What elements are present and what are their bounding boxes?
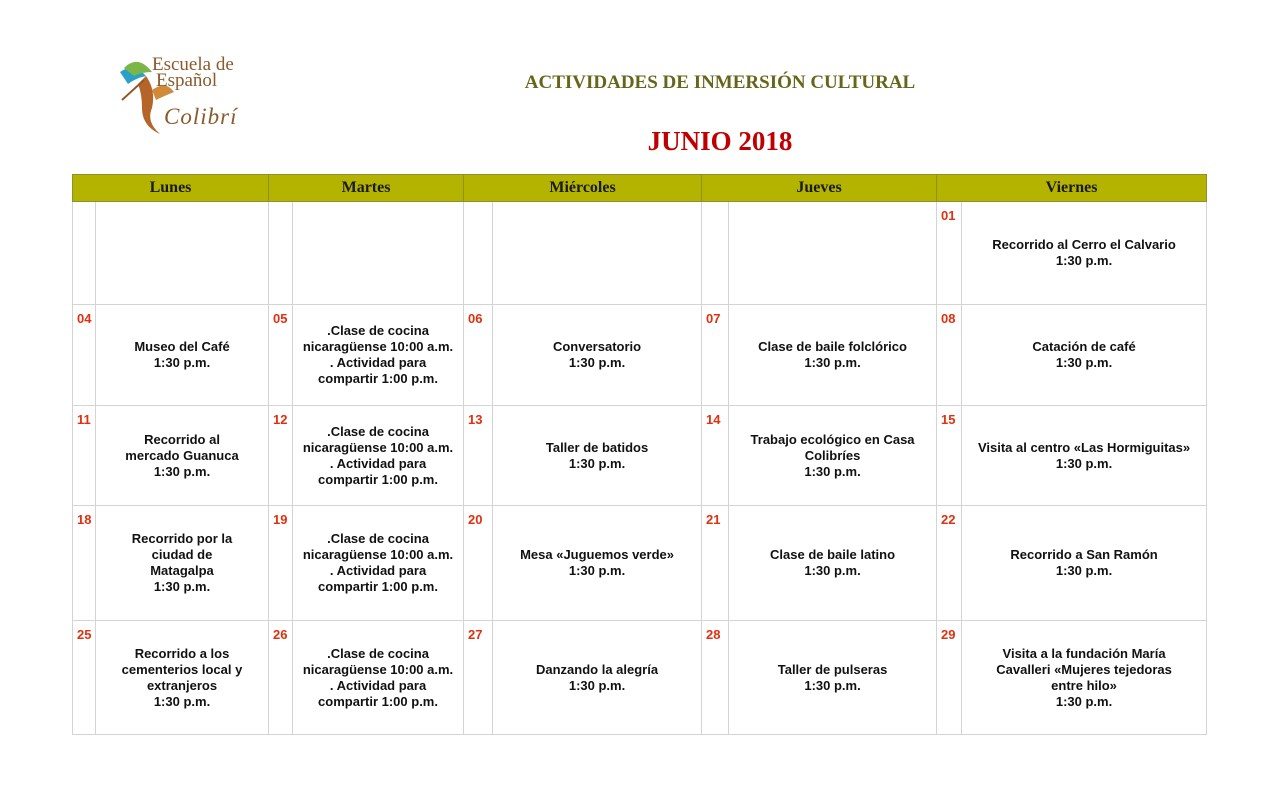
activity-title: .Clase de cocina nicaragüense 10:00 a.m. . Actividad para compartir 1:00 p.m. [302,323,454,386]
activity-title: Museo del Café [134,339,230,354]
activity-time: 1:30 p.m. [568,677,626,693]
activity-title: Visita al centro «Las Hormiguitas» [977,439,1191,455]
day-number: 04 [73,305,96,406]
activity-title: Taller de batidos [545,439,649,455]
activity-cell [962,506,1207,621]
activity-cell [962,202,1207,305]
activity-time: 1:30 p.m. [1055,253,1113,268]
day-number: 07 [702,305,729,406]
day-number: 28 [702,621,729,735]
activity-time: 1:30 p.m. [804,463,861,479]
activity-title: Recorrido al Cerro el Calvario [992,237,1176,252]
day-number [73,202,96,305]
day-number: 01 [937,202,962,305]
week-row [73,305,1207,406]
activity-cell [293,305,464,406]
activity-title: Visita a la fundación María Cavalleri «Mujeres tejedoras entre hilo» [996,645,1172,693]
activity-cell [962,406,1207,506]
activity-cell [493,621,702,735]
day-header-row [73,175,1207,202]
activity-cell [493,506,702,621]
activity-title: Recorrido al mercado Guanuca [125,431,239,463]
day-number [269,202,293,305]
calendar-table [72,174,1207,735]
activity-cell [729,506,937,621]
day-header: Martes [269,175,464,202]
day-number: 27 [464,621,493,735]
activity-time: 1:30 p.m. [1055,455,1113,471]
day-number: 14 [702,406,729,506]
activity-time: 1:30 p.m. [804,677,861,693]
day-number: 19 [269,506,293,621]
day-number: 13 [464,406,493,506]
day-header: Jueves [702,175,937,202]
activity-time: 1:30 p.m. [153,355,211,370]
day-number: 22 [937,506,962,621]
day-number: 25 [73,621,96,735]
day-header: Viernes [937,175,1207,202]
activity-cell [293,621,464,735]
activity-time: 1:30 p.m. [1055,355,1113,370]
day-header: Lunes [73,175,269,202]
logo-text-line2: Español [156,70,218,91]
activity-cell [729,621,937,735]
day-number: 05 [269,305,293,406]
logo-text-line3: Colibrí [164,104,238,129]
week-row [73,621,1207,735]
day-number [464,202,493,305]
activity-cell [293,506,464,621]
activity-cell [962,621,1207,735]
day-number: 11 [73,406,96,506]
activity-title: Trabajo ecológico en Casa Colibríes [750,431,915,463]
week-row [73,506,1207,621]
activity-time: 1:30 p.m. [153,579,211,594]
activity-title: Mesa «Juguemos verde» [520,547,674,562]
day-number: 26 [269,621,293,735]
activity-cell [493,305,702,406]
page-heading: ACTIVIDADES DE INMERSIÓN CULTURAL [524,72,916,93]
activity-cell [493,406,702,506]
day-number: 21 [702,506,729,621]
day-number: 06 [464,305,493,406]
day-number: 15 [937,406,962,506]
activity-time: 1:30 p.m. [1055,693,1113,709]
activity-title: Recorrido a los cementerios local y extranjeros [121,645,243,693]
activity-cell [493,202,702,305]
day-number [702,202,729,305]
day-number: 18 [73,506,96,621]
activity-title: Danzando la alegría [535,661,659,677]
activity-title: Taller de pulseras [777,661,888,677]
activity-cell [729,406,937,506]
activity-cell [962,305,1207,406]
month-title: JUNIO 2018 [647,126,793,156]
activity-time: 1:30 p.m. [804,355,861,370]
activity-time: 1:30 p.m. [1055,563,1113,578]
activity-cell [729,202,937,305]
activity-cell [96,506,269,621]
activity-title: Conversatorio [552,339,642,354]
logo-text-line1: Escuela de [152,54,234,75]
activity-title: Clase de baile folclórico [758,339,907,354]
activity-cell [96,305,269,406]
activity-title: .Clase de cocina nicaragüense 10:00 a.m. . Actividad para compartir 1:00 p.m. [302,531,454,594]
school-logo [116,50,266,138]
activity-cell [96,202,269,305]
activity-cell [96,621,269,735]
activity-time: 1:30 p.m. [153,693,211,709]
day-number: 08 [937,305,962,406]
activity-title: Recorrido por la ciudad de Matagalpa [131,531,233,578]
activity-cell [293,202,464,305]
activity-cell [293,406,464,506]
activity-title: Clase de baile latino [770,547,896,562]
week-row [73,406,1207,506]
activity-time: 1:30 p.m. [804,563,861,578]
activity-title: Catación de café [1032,339,1136,354]
activity-time: 1:30 p.m. [568,355,626,370]
activity-title: Recorrido a San Ramón [1010,547,1158,562]
activity-title: .Clase de cocina nicaragüense 10:00 a.m. . Actividad para compartir 1:00 p.m. [302,645,454,709]
week-row [73,202,1207,305]
activity-time: 1:30 p.m. [153,463,211,479]
activity-time: 1:30 p.m. [568,455,626,471]
activity-cell [96,406,269,506]
day-number: 29 [937,621,962,735]
day-number: 20 [464,506,493,621]
day-number: 12 [269,406,293,506]
activity-cell [729,305,937,406]
day-header: Miércoles [464,175,702,202]
activity-time: 1:30 p.m. [568,563,626,578]
activity-title: .Clase de cocina nicaragüense 10:00 a.m. . Actividad para compartir 1:00 p.m. [302,423,454,487]
